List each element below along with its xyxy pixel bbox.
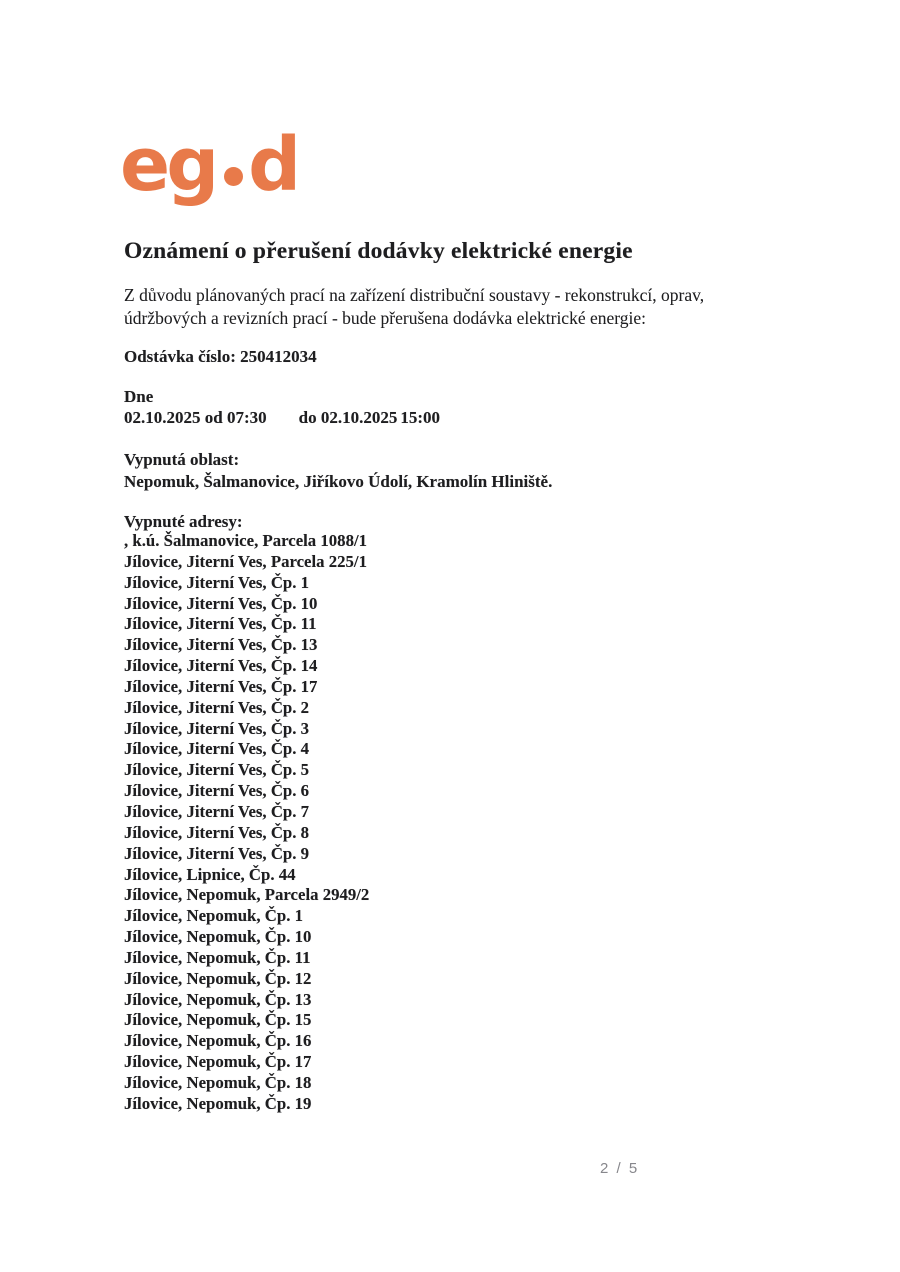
date-row — [124, 407, 440, 428]
address-line: Jílovice, Jiterní Ves, Čp. 4 — [124, 739, 310, 759]
addresses-label: Vypnuté adresy: — [124, 512, 243, 531]
area-section — [124, 449, 552, 493]
address-line: Jílovice, Nepomuk, Čp. 11 — [124, 947, 311, 967]
intro-line-2: údržbových a revizních prací - bude přerušena dodávka elektrické energie: — [124, 307, 647, 328]
address-line: Jílovice, Nepomuk, Čp. 13 — [124, 989, 312, 1009]
address-line: Jílovice, Nepomuk, Čp. 12 — [124, 968, 312, 988]
address-line: Jílovice, Nepomuk, Čp. 16 — [124, 1031, 312, 1051]
date-to-prefix: do 02.10.2025 — [298, 408, 398, 427]
address-line: Jílovice, Jiterní Ves, Čp. 14 — [124, 656, 318, 676]
area-value: Nepomuk, Šalmanovice, Jiříkovo Údolí, Kramolín Hliniště. — [124, 471, 553, 491]
document-title: Oznámení o přerušení dodávky elektrické energie — [124, 238, 633, 264]
logo-text-d: d — [248, 122, 298, 208]
address-line: Jílovice, Nepomuk, Čp. 15 — [124, 1010, 312, 1030]
outage-number: Odstávka číslo: 250412034 — [124, 347, 317, 366]
address-line: Jílovice, Nepomuk, Čp. 17 — [124, 1052, 312, 1072]
address-line: Jílovice, Jiterní Ves, Čp. 9 — [124, 843, 310, 863]
address-line: Jílovice, Nepomuk, Čp. 19 — [124, 1093, 312, 1113]
address-line: Jílovice, Jiterní Ves, Čp. 11 — [124, 614, 317, 634]
date-label: Dne — [124, 387, 154, 406]
page-number: 2 / 5 — [600, 1160, 640, 1177]
address-line: Jílovice, Lipnice, Čp. 44 — [124, 864, 296, 884]
logo-dot-icon — [224, 167, 243, 186]
address-line: Jílovice, Jiterní Ves, Čp. 13 — [124, 635, 318, 655]
date-from: 02.10.2025 od 07:30 — [124, 408, 267, 427]
address-line: Jílovice, Jiterní Ves, Čp. 2 — [124, 697, 310, 717]
address-line: , k.ú. Šalmanovice, Parcela 1088/1 — [124, 531, 368, 550]
egd-logo — [120, 122, 298, 208]
intro-paragraph — [124, 284, 764, 329]
address-line: Jílovice, Jiterní Ves, Parcela 225/1 — [124, 551, 367, 571]
date-to-time: 15:00 — [400, 408, 441, 427]
addresses-list — [124, 531, 369, 1115]
address-line: Jílovice, Jiterní Ves, Čp. 5 — [124, 760, 310, 780]
intro-line-1: Z důvodu plánovaných prací na zařízení distribuční soustavy - rekonstrukcí, oprav, — [124, 285, 705, 305]
address-line: Jílovice, Jiterní Ves, Čp. 10 — [124, 593, 318, 613]
address-line: Jílovice, Nepomuk, Čp. 1 — [124, 906, 304, 926]
logo-text-eg: eg — [120, 122, 216, 208]
address-line: Jílovice, Nepomuk, Čp. 18 — [124, 1072, 312, 1092]
area-label: Vypnutá oblast: — [124, 450, 240, 469]
date-section — [124, 386, 440, 428]
date-gap — [267, 407, 299, 428]
address-line: Jílovice, Jiterní Ves, Čp. 6 — [124, 781, 310, 801]
address-line: Jílovice, Jiterní Ves, Čp. 8 — [124, 822, 310, 842]
address-line: Jílovice, Nepomuk, Čp. 10 — [124, 927, 312, 947]
address-line: Jílovice, Nepomuk, Parcela 2949/2 — [124, 885, 370, 905]
address-line: Jílovice, Jiterní Ves, Čp. 17 — [124, 676, 318, 696]
address-line: Jílovice, Jiterní Ves, Čp. 7 — [124, 801, 310, 821]
address-line: Jílovice, Jiterní Ves, Čp. 1 — [124, 572, 310, 592]
address-line: Jílovice, Jiterní Ves, Čp. 3 — [124, 718, 310, 738]
